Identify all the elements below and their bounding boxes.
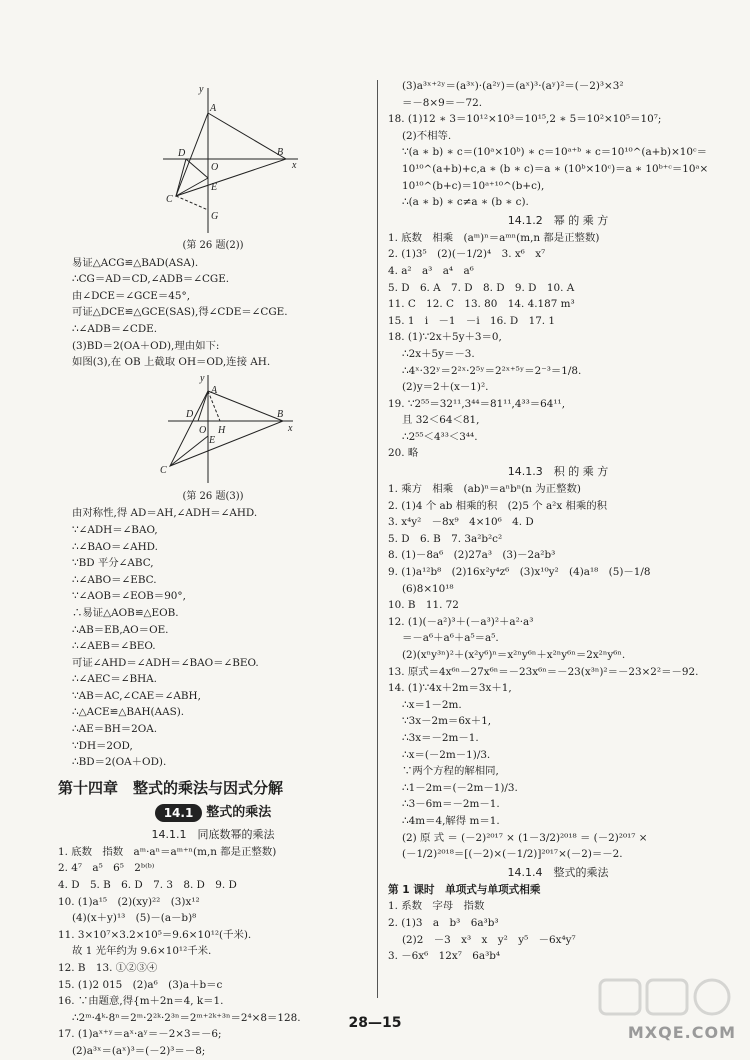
subsection-14-1-1: 14.1.1 同底数幂的乘法 xyxy=(151,827,275,841)
answer-line: 1. 系数 字母 指数 xyxy=(388,900,485,913)
svg-text:A: A xyxy=(211,384,218,396)
answer-line: ∴x＝(－2m－1)/3. xyxy=(402,748,491,761)
answer-line: 17. (1)aˣ⁺ʸ＝aˣ·aʸ＝－2×3＝－6; xyxy=(58,1028,222,1041)
answer-line: 5. D 6. A 7. D 8. D 9. D 10. A xyxy=(388,281,575,294)
answer-line: 易证△ACG≌△BAD(ASA). xyxy=(72,256,199,269)
answer-line: 故 1 光年约为 9.6×10¹²千米. xyxy=(72,945,212,958)
answer-line: ∴易证△AOB≌△EOB. xyxy=(72,606,179,619)
right-column xyxy=(388,78,728,965)
answer-line: ∴3x＝－2m－1. xyxy=(402,731,479,744)
answer-line: ∵BD 平分∠ABC, xyxy=(72,557,154,570)
answer-line: ∴2⁵⁵＜4³³＜3⁴⁴. xyxy=(402,430,478,443)
column-divider xyxy=(377,80,378,998)
answer-line: (2)y＝2＋(x－1)². xyxy=(402,381,489,394)
answer-line: ∴∠AEB＝∠BEO. xyxy=(72,640,156,653)
answer-line: ∴2x＋5y＝－3. xyxy=(402,347,475,360)
answer-line: ∴x＝1－2m. xyxy=(402,698,462,711)
answer-line: 19. ∵2⁵⁵＝32¹¹,3⁴⁴＝81¹¹,4³³＝64¹¹, xyxy=(388,397,566,410)
svg-text:y: y xyxy=(200,372,205,384)
answer-line: ＝－8×9＝－72. xyxy=(402,96,483,109)
left-column xyxy=(58,78,368,1060)
answer-line: 18. (1)∵2x＋5y＋3＝0, xyxy=(388,331,502,344)
answer-line: 3. －6x⁶ 12x⁷ 6a³b⁴ xyxy=(388,950,501,963)
answer-line: 10¹⁰^(a+b)+c,a ∗ (b ∗ c)＝a ∗ (10ᵇ×10ᶜ)＝a ∗ 10ᵇ⁺ᶜ＝10ᵃ× xyxy=(402,162,709,175)
section-header xyxy=(58,801,368,825)
page-number: 28—15 xyxy=(348,1015,402,1031)
subsection-14-1-4: 14.1.4 整式的乘法 xyxy=(507,865,609,879)
answer-line: 9. (1)a¹²b⁸ (2)16x²y⁴z⁶ (3)x¹⁰y² (4)a¹⁸ (5)－1/8 xyxy=(388,566,651,579)
figure-26-2 xyxy=(58,78,358,238)
answer-line: (3)BD＝2(OA＋OD),理由如下: xyxy=(72,339,220,352)
figure-26-3-caption: (第 26 题(3)) xyxy=(182,490,244,502)
answer-line: 13. 原式＝4x⁶ⁿ－27x⁶ⁿ＝－23x⁶ⁿ＝－23(x³ⁿ)²＝－23×2²＝－92. xyxy=(388,665,699,678)
watermark-text: MXQE.COM xyxy=(627,1023,736,1042)
answer-line: (－1/2)²⁰¹⁸＝[(－2)×(－1/2)]²⁰¹⁷×(－2)＝－2. xyxy=(402,848,623,861)
figure-26-3 xyxy=(58,371,358,489)
answer-line: 8. (1)－8a⁶ (2)27a³ (3)－2a²b³ xyxy=(388,549,556,562)
answer-line: (2)不相等. xyxy=(402,129,452,142)
answer-line: 15. (1)2 015 (2)a⁶ (3)a＋b＝c xyxy=(58,978,223,991)
answer-line: ∴3－6m＝－2m－1. xyxy=(402,798,500,811)
answer-line: (2)a³ˣ＝(aˣ)³＝(－2)³＝－8; xyxy=(72,1044,206,1057)
section-badge: 14.1 xyxy=(155,804,203,823)
svg-text:H: H xyxy=(218,424,226,436)
answer-line: ∴BD＝2(OA＋OD). xyxy=(72,756,167,769)
answer-line: ∵DH＝2OD, xyxy=(72,739,133,752)
right-block-a xyxy=(388,78,728,211)
answer-line: 4. D 5. B 6. D 7. 3 8. D 9. D xyxy=(58,879,237,892)
answer-line: ∵3x－2m＝6x＋1, xyxy=(402,715,492,728)
figure-26-2-caption: (第 26 题(2)) xyxy=(182,240,244,251)
answer-line: ∵AB＝AC,∠CAE＝∠ABH, xyxy=(72,689,201,702)
answer-line: 2. 4⁷ a⁵ 6⁵ 2ᵇ⁽ᵇ⁾ xyxy=(58,862,155,875)
answer-line: 4. a² a³ a⁴ a⁶ xyxy=(388,264,474,277)
answer-line: (4)(x＋y)¹³ (5)－(a－b)⁸ xyxy=(72,912,197,925)
answer-line: ∴∠ABO＝∠EBC. xyxy=(72,573,157,586)
section-title: 整式的乘法 xyxy=(206,804,272,820)
answer-line: 10. (1)a¹⁵ (2)(xy)²² (3)x¹² xyxy=(58,895,200,908)
answer-line: 16. ∵由题意,得{m＋2n＝4, k＝1. xyxy=(58,995,224,1008)
answer-line: ∴∠BAO＝∠AHD. xyxy=(72,540,158,553)
svg-text:A: A xyxy=(210,103,217,114)
answer-line: (2) 原 式 ＝ (－2)²⁰¹⁷ × (1－3/2)²⁰¹⁸ ＝ (－2)²⁰¹⁷ × xyxy=(402,831,648,844)
answer-line: (2)2 －3 x³ x y² y⁵ －6x⁴y⁷ xyxy=(402,933,576,946)
answer-line: (6)8×10¹⁸ xyxy=(402,582,454,595)
chapter-title: 第十四章 整式的乘法与因式分解 xyxy=(58,778,284,797)
answer-line: ∴CG＝AD＝CD,∠ADB＝∠CGE. xyxy=(72,273,230,286)
left-block-b xyxy=(58,505,368,771)
answer-line: 14. (1)∵4x＋2m＝3x＋1, xyxy=(388,682,512,695)
svg-text:x: x xyxy=(292,160,297,171)
svg-text:E: E xyxy=(209,434,216,446)
svg-text:y: y xyxy=(199,84,204,95)
svg-text:D: D xyxy=(178,148,186,159)
answer-line: 2. (1)3⁵ (2)(－1/2)⁴ 3. x⁶ x⁷ xyxy=(388,248,546,261)
answer-line: 可证△DCE≌△GCE(SAS),得∠CDE＝∠CGE. xyxy=(72,306,288,319)
svg-text:O: O xyxy=(199,424,207,436)
answer-line: ∵∠AOB＝∠EOB＝90°, xyxy=(72,590,186,603)
answer-line: 1. 底数 相乘 (aᵐ)ⁿ＝aᵐⁿ(m,n 都是正整数) xyxy=(388,231,600,244)
answer-line: 10. B 11. 72 xyxy=(388,599,459,612)
answer-line: 5. D 6. B 7. 3a²b²c² xyxy=(388,532,503,545)
answer-line: 2. (1)4 个 ab 相乘的积 (2)5 个 a²x 相乘的积 xyxy=(388,499,608,512)
svg-text:G: G xyxy=(211,211,219,222)
answer-line: 可证∠AHD＝∠ADH＝∠BAO＝∠BEO. xyxy=(72,656,259,669)
answer-line: 如图(3),在 OB 上截取 OH＝OD,连接 AH. xyxy=(72,356,271,369)
answer-line: ∵(a ∗ b) ∗ c＝(10ᵃ×10ᵇ) ∗ c＝10ᵃ⁺ᵇ ∗ c＝10¹⁰^(a+b)×10ᶜ＝ xyxy=(402,146,707,159)
answer-line: 1. 乘方 相乘 (ab)ⁿ＝aⁿbⁿ(n 为正整数) xyxy=(388,483,581,496)
subsection-14-1-3: 14.1.3 积 的 乘 方 xyxy=(507,465,609,479)
answer-line: 12. B 13. ①②③④ xyxy=(58,962,158,974)
right-block-c xyxy=(388,481,728,863)
answer-line: 10¹⁰^(b+c)＝10ᵃ⁺¹⁰^(b+c), xyxy=(402,179,545,192)
svg-text:O: O xyxy=(211,162,219,173)
answer-line: ∴4m＝4,解得 m＝1. xyxy=(402,814,500,827)
svg-text:B: B xyxy=(277,408,284,420)
svg-text:C: C xyxy=(166,194,173,205)
right-block-d xyxy=(388,898,728,964)
answer-line: ∵两个方程的解相同, xyxy=(402,765,499,778)
answer-line: 18. (1)12 ∗ 3＝10¹²×10³＝10¹⁵,2 ∗ 5＝10²×10⁵＝10⁷; xyxy=(388,113,662,126)
answer-line: 由对称性,得 AD＝AH,∠ADH＝∠AHD. xyxy=(72,507,258,520)
answer-line: ∴△ACE≌△BAH(AAS). xyxy=(72,706,185,719)
answer-line: 15. 1 i －1 －i 16. D 17. 1 xyxy=(388,314,556,327)
answer-line: ∴∠AEC＝∠BHA. xyxy=(72,673,157,686)
answer-line: ∵∠ADH＝∠BAO, xyxy=(72,523,158,536)
answer-line: 且 32＜64＜81, xyxy=(402,414,480,427)
svg-text:B: B xyxy=(277,147,284,158)
answer-line: (2)(xⁿy³ⁿ)²＋(x²y⁶)ⁿ＝x²ⁿy⁶ⁿ＋x²ⁿy⁶ⁿ＝2x²ⁿy⁶ⁿ. xyxy=(402,649,626,661)
svg-text:E: E xyxy=(211,182,218,193)
answer-line: ＝－a⁶＋a⁶＋a⁵＝a⁵. xyxy=(402,632,499,645)
answer-line: ∴4ˣ·32ʸ＝2²ˣ·2⁵ʸ＝2²ˣ⁺⁵ʸ＝2⁻³＝1/8. xyxy=(402,364,582,377)
right-block-b xyxy=(388,230,728,462)
svg-text:D: D xyxy=(186,408,194,420)
answer-line: ∴AE＝BH＝2OA. xyxy=(72,723,158,736)
answer-line: (3)a³ˣ⁺²ʸ＝(a³ˣ)·(a²ʸ)＝(aˣ)³·(aʸ)²＝(－2)³×3² xyxy=(402,80,624,92)
answer-line: 由∠DCE＝∠GCE＝45°, xyxy=(72,289,191,302)
answer-line: 11. C 12. C 13. 80 14. 4.187 m³ xyxy=(388,298,575,311)
subsection-14-1-2: 14.1.2 幂 的 乘 方 xyxy=(507,213,609,227)
answer-line: ∴2ᵐ·4ᵏ·8ⁿ＝2ᵐ·2²ᵏ·2³ⁿ＝2ᵐ⁺²ᵏ⁺³ⁿ＝2⁴×8＝128. xyxy=(72,1011,301,1024)
left-block-a xyxy=(58,255,368,371)
answer-line: 2. (1)3 a b³ 6a³b³ xyxy=(388,916,499,929)
answer-line: ∴∠ADB＝∠CDE. xyxy=(72,322,158,335)
svg-text:C: C xyxy=(160,464,167,476)
answer-line: 3. x⁴y² －8x⁹ 4×10⁶ 4. D xyxy=(388,516,534,529)
answer-line: 20. 略 xyxy=(388,447,419,460)
answer-line: ∴AB＝EB,AO＝OE. xyxy=(72,623,169,636)
answer-line: ∴(a ∗ b) ∗ c≠a ∗ (b ∗ c). xyxy=(402,196,529,209)
answer-line: ∴1－2m＝(－2m－1)/3. xyxy=(402,781,518,794)
lesson-title: 第 1 课时 单项式与单项式相乘 xyxy=(388,883,541,896)
svg-text:x: x xyxy=(288,422,293,434)
answer-line: 1. 底数 指数 aᵐ·aⁿ＝aᵐ⁺ⁿ(m,n 都是正整数) xyxy=(58,845,277,858)
answer-line: 11. 3×10⁷×3.2×10⁵＝9.6×10¹²(千米). xyxy=(58,928,252,941)
answer-line: 12. (1)(－a²)³＋(－a³)²＋a²·a³ xyxy=(388,615,534,628)
